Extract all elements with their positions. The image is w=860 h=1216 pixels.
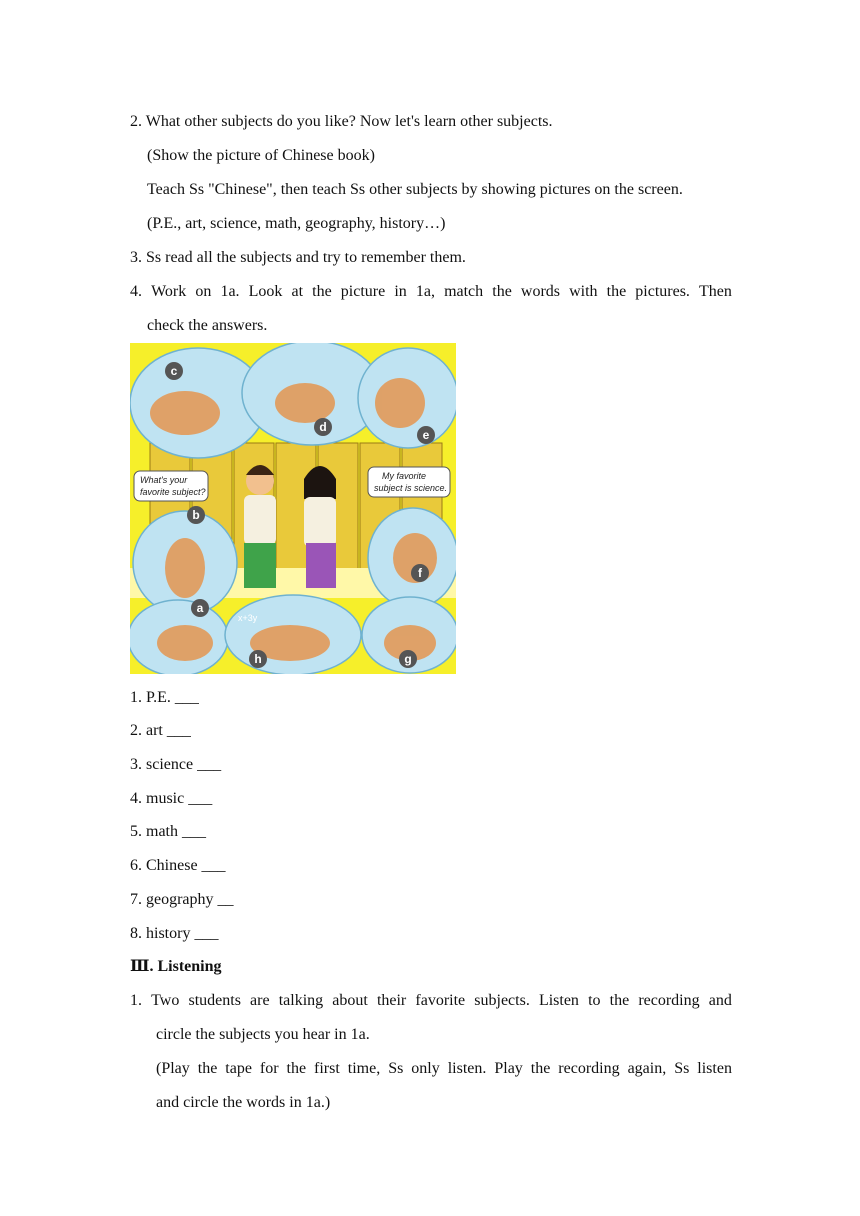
- match-item: 7. geography __: [130, 891, 234, 908]
- school-subjects-illustration: [130, 343, 456, 674]
- match-item: 2. art ___: [130, 722, 191, 739]
- word: Ss: [388, 1060, 404, 1077]
- label-b: b: [192, 508, 200, 522]
- listening-line-3: [156, 1059, 732, 1079]
- step-2-line-1: 2. What other subjects do you like? Now let's learn other subjects.: [130, 113, 553, 130]
- word: Ss: [674, 1060, 690, 1077]
- section-numeral: Ⅲ: [130, 958, 150, 975]
- word: the: [606, 283, 627, 300]
- label-a: a: [196, 601, 204, 615]
- step-3-line: 3. Ss read all the subjects and try to remember them.: [130, 249, 466, 266]
- word: in: [394, 283, 407, 300]
- word: at: [291, 283, 304, 300]
- word: the: [312, 283, 332, 300]
- word: Play: [494, 1060, 523, 1077]
- section-title: . Listening: [149, 958, 222, 975]
- bubble-left-line-2: favorite subject?: [140, 487, 206, 497]
- word: words: [520, 283, 560, 300]
- step-4-line-2: check the answers.: [147, 317, 268, 334]
- match-item: 1. P.E. ___: [130, 689, 199, 706]
- listening-line-4: and circle the words in 1a.): [156, 1094, 331, 1111]
- label-c: c: [170, 364, 178, 378]
- listening-line-2: circle the subjects you hear in 1a.: [156, 1026, 370, 1043]
- word: 1a,: [415, 283, 435, 300]
- section-heading-listening: [130, 957, 222, 977]
- word: recording: [638, 992, 700, 1009]
- word: and: [708, 992, 732, 1009]
- word: pictures.: [635, 283, 690, 300]
- word: students: [188, 992, 241, 1009]
- word: only: [411, 1060, 440, 1077]
- word: talking: [278, 992, 324, 1009]
- word: listen: [697, 1060, 732, 1077]
- word: listen.: [447, 1060, 487, 1077]
- word: time,: [347, 1060, 381, 1077]
- word: the: [530, 1060, 551, 1077]
- word: match: [444, 283, 484, 300]
- word: on: [195, 283, 212, 300]
- step-2-line-3: Teach Ss "Chinese", then teach Ss other subjects by showing pictures on the screen.: [147, 181, 683, 198]
- word: Look: [248, 283, 283, 300]
- word: picture: [340, 283, 386, 300]
- word: with: [569, 283, 598, 300]
- label-h: h: [254, 652, 262, 666]
- word: again,: [627, 1060, 667, 1077]
- label-e: e: [422, 428, 430, 442]
- match-item: 6. Chinese ___: [130, 857, 226, 874]
- match-item: 4. music ___: [130, 790, 213, 807]
- word: Listen: [538, 992, 579, 1009]
- word: for: [259, 1060, 279, 1077]
- word: 1.: [130, 992, 142, 1009]
- word: their: [376, 992, 407, 1009]
- word: 1a.: [220, 283, 240, 300]
- word: Then: [699, 283, 732, 300]
- step-4-line-1: [130, 282, 732, 302]
- listening-line-1: [130, 991, 732, 1011]
- bubble-right-line-1: My favorite: [382, 471, 427, 481]
- match-item: 8. history ___: [130, 925, 219, 942]
- word: 4.: [130, 283, 142, 300]
- word: the: [609, 992, 630, 1009]
- label-f: f: [418, 566, 422, 580]
- step-2-line-2: (Show the picture of Chinese book): [147, 147, 375, 164]
- match-item: 5. math ___: [130, 823, 206, 840]
- word: the: [286, 1060, 307, 1077]
- word: about: [332, 992, 368, 1009]
- board-equation: x+3y: [238, 613, 258, 623]
- word: favorite: [415, 992, 466, 1009]
- word: tape: [225, 1060, 252, 1077]
- word: first: [314, 1060, 340, 1077]
- match-item: 3. science ___: [130, 756, 222, 773]
- bubble-left-line-1: What's your: [140, 475, 188, 485]
- word: the: [197, 1060, 218, 1077]
- word: the: [492, 283, 512, 300]
- word: are: [250, 992, 270, 1009]
- label-d: d: [319, 420, 327, 434]
- bubble-right-line-2: subject is science.: [374, 483, 448, 493]
- word: Two: [151, 992, 180, 1009]
- word: subjects.: [474, 992, 530, 1009]
- word: recording: [558, 1060, 620, 1077]
- label-g: g: [404, 652, 412, 666]
- step-2-line-4: (P.E., art, science, math, geography, history…): [147, 215, 446, 232]
- word: Work: [151, 283, 187, 300]
- word: to: [588, 992, 601, 1009]
- word: (Play: [156, 1060, 190, 1077]
